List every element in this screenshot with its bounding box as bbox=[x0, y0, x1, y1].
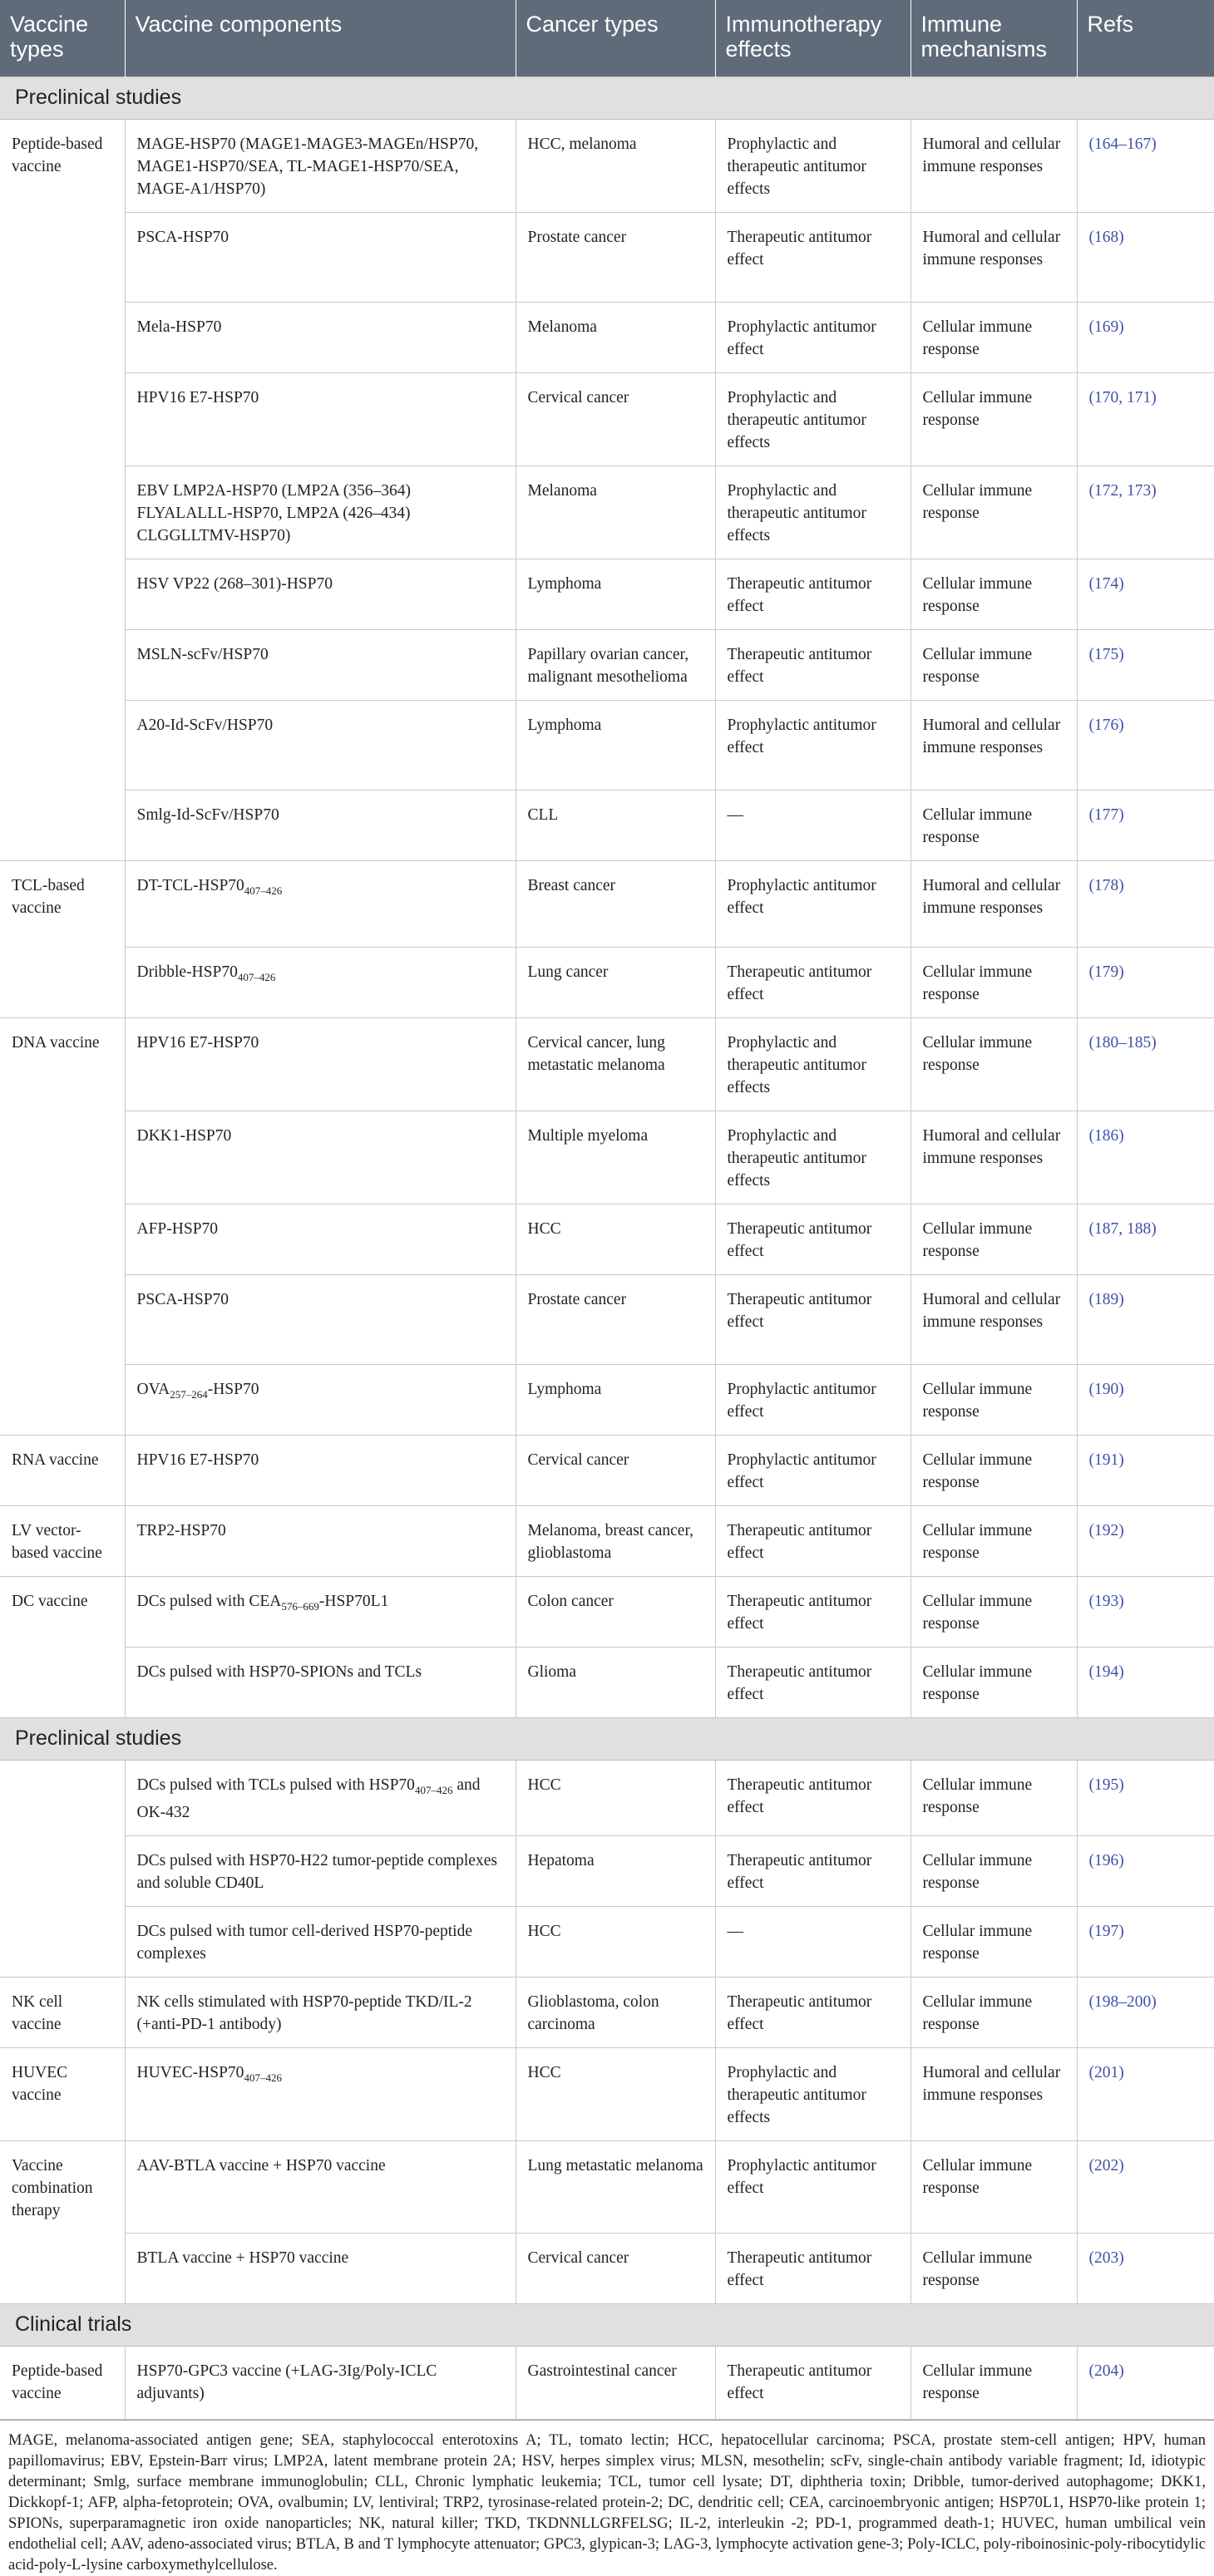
components-text: OVA bbox=[136, 1381, 170, 1398]
cell-refs bbox=[1077, 2347, 1214, 2420]
cell-refs bbox=[1077, 1577, 1214, 1648]
cell-immune-mechanisms: Cellular immune response bbox=[910, 948, 1077, 1018]
components-text: NK cells stimulated with HSP70-peptide TKD/IL-2 (+anti-PD-1 antibody) bbox=[136, 1992, 472, 2033]
cell-cancer-types: Lung metastatic melanoma bbox=[516, 2140, 715, 2234]
cell-vaccine-components bbox=[125, 120, 516, 213]
cell-immune-mechanisms: Cellular immune response bbox=[910, 303, 1077, 373]
components-text: EBV LMP2A-HSP70 (LMP2A (356–364) FLYALALLL-HSP70, LMP2A (426–434) CLGGLLTMV-HSP70) bbox=[136, 482, 412, 544]
cell-immune-mechanisms: Humoral and cellular immune responses bbox=[910, 213, 1077, 303]
cell-refs bbox=[1077, 1906, 1214, 1977]
cell-vaccine-components bbox=[125, 630, 516, 701]
cell-cancer-types: Glioma bbox=[516, 1648, 715, 1718]
ref-link[interactable]: (177) bbox=[1088, 806, 1124, 824]
cell-vaccine-type bbox=[0, 701, 125, 791]
cell-immune-mechanisms: Humoral and cellular immune responses bbox=[910, 1275, 1077, 1365]
cell-immune-mechanisms: Cellular immune response bbox=[910, 630, 1077, 701]
cell-immunotherapy-effects: Therapeutic antitumor effect bbox=[715, 948, 910, 1018]
cell-vaccine-type: DC vaccine bbox=[0, 1577, 125, 1648]
header-immune-mechanisms: Immune mechanisms bbox=[910, 0, 1077, 77]
cell-refs bbox=[1077, 2140, 1214, 2234]
components-text: AAV-BTLA vaccine + HSP70 vaccine bbox=[136, 2156, 386, 2175]
cell-vaccine-components bbox=[125, 1436, 516, 1506]
cell-vaccine-components bbox=[125, 701, 516, 791]
cell-immunotherapy-effects: Prophylactic antitumor effect bbox=[715, 1365, 910, 1436]
cell-cancer-types: CLL bbox=[516, 791, 715, 861]
components-subscript: 407–426 bbox=[237, 970, 276, 983]
cell-vaccine-type bbox=[0, 466, 125, 559]
ref-link[interactable]: (204) bbox=[1088, 2362, 1124, 2381]
cell-cancer-types: Cervical cancer, lung metastatic melanoma bbox=[516, 1018, 715, 1111]
cell-vaccine-type bbox=[0, 791, 125, 861]
cell-immunotherapy-effects: Therapeutic antitumor effect bbox=[715, 1761, 910, 1836]
header-vaccine-components: Vaccine components bbox=[125, 0, 516, 77]
ref-link[interactable]: (201) bbox=[1088, 2063, 1124, 2081]
ref-link[interactable]: (202) bbox=[1088, 2156, 1124, 2175]
cell-vaccine-type: HUVEC vaccine bbox=[0, 2047, 125, 2140]
cell-immune-mechanisms: Cellular immune response bbox=[910, 1577, 1077, 1648]
cell-immunotherapy-effects: Prophylactic and therapeutic antitumor effects bbox=[715, 2047, 910, 2140]
components-text: PSCA-HSP70 bbox=[136, 229, 229, 246]
ref-link[interactable]: (198–200) bbox=[1088, 1992, 1157, 2011]
cell-vaccine-type bbox=[0, 1275, 125, 1365]
cell-cancer-types: Lymphoma bbox=[516, 701, 715, 791]
cell-cancer-types: Cervical cancer bbox=[516, 1436, 715, 1506]
cell-refs bbox=[1077, 303, 1214, 373]
section-label: Clinical trials bbox=[0, 2304, 1214, 2347]
cell-immune-mechanisms: Humoral and cellular immune responses bbox=[910, 1111, 1077, 1204]
cell-vaccine-type: TCL-based vaccine bbox=[0, 861, 125, 948]
ref-link[interactable]: (175) bbox=[1088, 646, 1124, 663]
cell-immunotherapy-effects: Prophylactic antitumor effect bbox=[715, 701, 910, 791]
table-footnote: MAGE, melanoma-associated antigen gene; SEA, staphylococcal enterotoxins A; TL, tomato lectin; HCC, hepatocellular carcinoma; PSCA, prostate stem-cell antigen; HPV, human papillomavirus; EBV, Epstein-Barr virus; LMP2A, latent membrane protein 2A; HSV, herpes simplex virus; MLSN, mesothelin; scFv, single-chain antibody variable fragment; Id, idiotypic determinant; Smlg, surface membrane immunoglobulin; CLL, Chronic lymphatic leukemia; TCL, tumor cell lysate; DT, diphtheria toxin; Dribble, tumor-derived autophagome; DKK1, Dickkopf-1; AFP, alpha-fetoprotein; OVA, ovalbumin; LV, lentiviral; TRP2, tyrosinase-related protein-2; DC, dendritic cell; CEA, carcinoembryonic antigen; HSP70L1, HSP70-like protein 1; SPIONs, superparamagnetic iron oxide nanoparticles; NK, natural killer; TKD, TKDNNLLGRFELSG; IL-2, interleukin -2; PD-1, programmed death-1; HUVEC, human umbilical vein endothelial cell; AAV, adeno-associated virus; BTLA, B and T lymphocyte attenuator; GPC3, glypican-3; LAG-3, lymphocyte activation gene-3; Poly-ICLC, poly-riboinosinic-poly-ribocytidylic acid-poly-L-lysine carboxymethylcellulose. bbox=[0, 2420, 1214, 2576]
cell-immune-mechanisms: Cellular immune response bbox=[910, 1761, 1077, 1836]
cell-vaccine-type bbox=[0, 948, 125, 1018]
cell-cancer-types: Papillary ovarian cancer, malignant mesothelioma bbox=[516, 630, 715, 701]
cell-vaccine-components bbox=[125, 213, 516, 303]
cell-vaccine-components bbox=[125, 2140, 516, 2234]
table-row bbox=[0, 2047, 1214, 2140]
components-text: HPV16 E7-HSP70 bbox=[136, 1451, 259, 1469]
components-subscript: 407–426 bbox=[244, 884, 283, 897]
cell-vaccine-type: Peptide-based vaccine bbox=[0, 120, 125, 213]
cell-cancer-types: Multiple myeloma bbox=[516, 1111, 715, 1204]
ref-link[interactable]: (169) bbox=[1088, 318, 1124, 336]
cell-refs bbox=[1077, 1365, 1214, 1436]
components-text: DCs pulsed with HSP70-SPIONs and TCLs bbox=[136, 1663, 422, 1681]
cell-vaccine-type: Peptide-based vaccine bbox=[0, 2347, 125, 2420]
components-text: AFP-HSP70 bbox=[136, 1220, 219, 1238]
cell-refs bbox=[1077, 948, 1214, 1018]
cell-immunotherapy-effects: Prophylactic and therapeutic antitumor effects bbox=[715, 466, 910, 559]
cell-immunotherapy-effects: Therapeutic antitumor effect bbox=[715, 1204, 910, 1275]
cell-cancer-types: HCC, melanoma bbox=[516, 120, 715, 213]
section-row bbox=[0, 1718, 1214, 1761]
cell-cancer-types: Melanoma bbox=[516, 466, 715, 559]
cell-vaccine-components bbox=[125, 948, 516, 1018]
cell-vaccine-type bbox=[0, 1761, 125, 1836]
table-row bbox=[0, 1111, 1214, 1204]
cell-immune-mechanisms: Cellular immune response bbox=[910, 373, 1077, 466]
components-text: MAGE-HSP70 (MAGE1-MAGE3-MAGEn/HSP70, MAGE1-HSP70/SEA, TL-MAGE1-HSP70/SEA, MAGE-A1/HSP70) bbox=[136, 135, 479, 198]
cell-vaccine-type bbox=[0, 1204, 125, 1275]
components-subscript: 257–264 bbox=[170, 1387, 208, 1401]
components-text: DT-TCL-HSP70 bbox=[136, 877, 244, 894]
cell-cancer-types: Lung cancer bbox=[516, 948, 715, 1018]
table-row bbox=[0, 2140, 1214, 2234]
ref-link[interactable]: (203) bbox=[1088, 2249, 1124, 2268]
cell-refs bbox=[1077, 1018, 1214, 1111]
cell-cancer-types: Glioblastoma, colon carcinoma bbox=[516, 1977, 715, 2047]
components-text: BTLA vaccine + HSP70 vaccine bbox=[136, 2249, 349, 2268]
cell-vaccine-components bbox=[125, 1835, 516, 1906]
ref-link[interactable]: (172, 173) bbox=[1088, 482, 1157, 500]
table-row bbox=[0, 1275, 1214, 1365]
table-row bbox=[0, 2234, 1214, 2304]
components-text: DCs pulsed with CEA bbox=[136, 1593, 282, 1610]
ref-link[interactable]: (168) bbox=[1088, 229, 1124, 246]
section-label: Preclinical studies bbox=[0, 77, 1214, 120]
components-text: PSCA-HSP70 bbox=[136, 1291, 229, 1308]
components-text: A20-Id-ScFv/HSP70 bbox=[136, 717, 274, 734]
cell-immune-mechanisms: Cellular immune response bbox=[910, 2140, 1077, 2234]
cell-immunotherapy-effects: Therapeutic antitumor effect bbox=[715, 1506, 910, 1577]
cell-vaccine-type bbox=[0, 303, 125, 373]
components-suffix: -HSP70L1 bbox=[318, 1593, 389, 1610]
cell-vaccine-components bbox=[125, 303, 516, 373]
cell-vaccine-type bbox=[0, 2234, 125, 2304]
table-row bbox=[0, 373, 1214, 466]
cell-vaccine-components bbox=[125, 2047, 516, 2140]
cell-vaccine-type bbox=[0, 1365, 125, 1436]
cell-immune-mechanisms: Cellular immune response bbox=[910, 559, 1077, 630]
cell-immune-mechanisms: Cellular immune response bbox=[910, 1018, 1077, 1111]
header-vaccine-types: Vaccine types bbox=[0, 0, 125, 77]
cell-vaccine-components bbox=[125, 2234, 516, 2304]
cell-refs bbox=[1077, 1761, 1214, 1836]
cell-cancer-types: Gastrointestinal cancer bbox=[516, 2347, 715, 2420]
components-text: TRP2-HSP70 bbox=[136, 1522, 226, 1539]
cell-immunotherapy-effects: Prophylactic and therapeutic antitumor effects bbox=[715, 1018, 910, 1111]
cell-vaccine-type: Vaccine combination therapy bbox=[0, 2140, 125, 2234]
cell-immune-mechanisms: Cellular immune response bbox=[910, 1365, 1077, 1436]
table-row bbox=[0, 1506, 1214, 1577]
cell-cancer-types: Cervical cancer bbox=[516, 373, 715, 466]
cell-cancer-types: HCC bbox=[516, 1761, 715, 1836]
cell-immunotherapy-effects: Prophylactic antitumor effect bbox=[715, 1436, 910, 1506]
components-text: Mela-HSP70 bbox=[136, 318, 222, 336]
cell-immune-mechanisms: Cellular immune response bbox=[910, 791, 1077, 861]
components-text: HUVEC-HSP70 bbox=[136, 2063, 244, 2081]
cell-vaccine-components bbox=[125, 1275, 516, 1365]
table-row bbox=[0, 1648, 1214, 1718]
table-row bbox=[0, 861, 1214, 948]
cell-cancer-types: Melanoma bbox=[516, 303, 715, 373]
components-suffix: and OK-432 bbox=[136, 1776, 481, 1821]
table-body bbox=[0, 77, 1214, 2420]
table-row bbox=[0, 1204, 1214, 1275]
cell-immunotherapy-effects: Prophylactic antitumor effect bbox=[715, 303, 910, 373]
cell-immunotherapy-effects: Prophylactic antitumor effect bbox=[715, 861, 910, 948]
header-cancer-types: Cancer types bbox=[516, 0, 715, 77]
components-text: DCs pulsed with TCLs pulsed with HSP70 bbox=[136, 1776, 415, 1794]
table-row bbox=[0, 1436, 1214, 1506]
cell-cancer-types: Lymphoma bbox=[516, 559, 715, 630]
cell-refs bbox=[1077, 373, 1214, 466]
cell-refs bbox=[1077, 1506, 1214, 1577]
cell-immunotherapy-effects: Therapeutic antitumor effect bbox=[715, 559, 910, 630]
cell-vaccine-components bbox=[125, 1365, 516, 1436]
cell-refs bbox=[1077, 1275, 1214, 1365]
ref-link[interactable]: (179) bbox=[1088, 963, 1124, 981]
components-text: Dribble-HSP70 bbox=[136, 963, 238, 981]
cell-vaccine-type bbox=[0, 1835, 125, 1906]
cell-immunotherapy-effects: Prophylactic and therapeutic antitumor effects bbox=[715, 1111, 910, 1204]
header-refs: Refs bbox=[1077, 0, 1214, 77]
components-text: DKK1-HSP70 bbox=[136, 1127, 232, 1145]
cell-vaccine-type: RNA vaccine bbox=[0, 1436, 125, 1506]
cell-vaccine-type bbox=[0, 213, 125, 303]
components-subscript: 407–426 bbox=[414, 1783, 453, 1796]
cell-vaccine-components bbox=[125, 373, 516, 466]
cell-immune-mechanisms: Cellular immune response bbox=[910, 1436, 1077, 1506]
cell-vaccine-components bbox=[125, 1906, 516, 1977]
cell-vaccine-type: NK cell vaccine bbox=[0, 1977, 125, 2047]
cell-refs bbox=[1077, 2234, 1214, 2304]
cell-immunotherapy-effects: Therapeutic antitumor effect bbox=[715, 2234, 910, 2304]
cell-immunotherapy-effects: — bbox=[715, 791, 910, 861]
cell-vaccine-type bbox=[0, 373, 125, 466]
cell-immune-mechanisms: Cellular immune response bbox=[910, 1506, 1077, 1577]
cell-immunotherapy-effects: Prophylactic and therapeutic antitumor effects bbox=[715, 120, 910, 213]
cell-immunotherapy-effects: Therapeutic antitumor effect bbox=[715, 1835, 910, 1906]
cell-cancer-types: Prostate cancer bbox=[516, 213, 715, 303]
cell-immune-mechanisms: Cellular immune response bbox=[910, 1648, 1077, 1718]
ref-link[interactable]: (197) bbox=[1088, 1922, 1124, 1940]
table-row bbox=[0, 701, 1214, 791]
cell-vaccine-components bbox=[125, 466, 516, 559]
cell-vaccine-components bbox=[125, 1761, 516, 1836]
components-subscript: 407–426 bbox=[244, 2071, 282, 2084]
cell-vaccine-type bbox=[0, 1906, 125, 1977]
header-row bbox=[0, 0, 1214, 77]
cell-immunotherapy-effects: Prophylactic antitumor effect bbox=[715, 2140, 910, 2234]
cell-immunotherapy-effects: Therapeutic antitumor effect bbox=[715, 1577, 910, 1648]
cell-vaccine-components bbox=[125, 1204, 516, 1275]
cell-immunotherapy-effects: Therapeutic antitumor effect bbox=[715, 1648, 910, 1718]
cell-immune-mechanisms: Humoral and cellular immune responses bbox=[910, 701, 1077, 791]
cell-refs bbox=[1077, 213, 1214, 303]
cell-immune-mechanisms: Cellular immune response bbox=[910, 2347, 1077, 2420]
cell-refs bbox=[1077, 1835, 1214, 1906]
cell-immunotherapy-effects: Therapeutic antitumor effect bbox=[715, 1275, 910, 1365]
cell-vaccine-components bbox=[125, 1977, 516, 2047]
ref-link[interactable]: (164–167) bbox=[1088, 135, 1157, 153]
ref-link[interactable]: (195) bbox=[1088, 1776, 1124, 1794]
components-text: HPV16 E7-HSP70 bbox=[136, 389, 259, 406]
table-row bbox=[0, 559, 1214, 630]
cell-cancer-types: Lymphoma bbox=[516, 1365, 715, 1436]
ref-link[interactable]: (180–185) bbox=[1088, 1034, 1157, 1052]
cell-immune-mechanisms: Cellular immune response bbox=[910, 1977, 1077, 2047]
cell-vaccine-components bbox=[125, 1577, 516, 1648]
table-row bbox=[0, 466, 1214, 559]
components-text: DCs pulsed with HSP70-H22 tumor-peptide complexes and soluble CD40L bbox=[136, 1851, 497, 1892]
ref-link[interactable]: (193) bbox=[1088, 1593, 1124, 1610]
cell-immune-mechanisms: Humoral and cellular immune responses bbox=[910, 120, 1077, 213]
cell-cancer-types: Hepatoma bbox=[516, 1835, 715, 1906]
cell-vaccine-components bbox=[125, 559, 516, 630]
cell-refs bbox=[1077, 2047, 1214, 2140]
table-row bbox=[0, 791, 1214, 861]
cell-refs bbox=[1077, 1204, 1214, 1275]
cell-cancer-types: HCC bbox=[516, 1204, 715, 1275]
ref-link[interactable]: (190) bbox=[1088, 1381, 1124, 1398]
table-row bbox=[0, 2347, 1214, 2420]
cell-vaccine-type: DNA vaccine bbox=[0, 1018, 125, 1111]
cell-vaccine-components bbox=[125, 2347, 516, 2420]
table-row bbox=[0, 1577, 1214, 1648]
cell-cancer-types: HCC bbox=[516, 1906, 715, 1977]
ref-link[interactable]: (178) bbox=[1088, 877, 1124, 894]
cell-immunotherapy-effects: Therapeutic antitumor effect bbox=[715, 2347, 910, 2420]
cell-immunotherapy-effects: — bbox=[715, 1906, 910, 1977]
cell-cancer-types: HCC bbox=[516, 2047, 715, 2140]
table-row bbox=[0, 120, 1214, 213]
components-text: HSV VP22 (268–301)-HSP70 bbox=[136, 575, 333, 593]
cell-cancer-types: Prostate cancer bbox=[516, 1275, 715, 1365]
table-row bbox=[0, 1977, 1214, 2047]
components-subscript: 576–669 bbox=[281, 1599, 319, 1613]
ref-link[interactable]: (170, 171) bbox=[1088, 389, 1157, 406]
ref-link[interactable]: (192) bbox=[1088, 1522, 1124, 1539]
cell-refs bbox=[1077, 630, 1214, 701]
cell-vaccine-components bbox=[125, 1648, 516, 1718]
cell-refs bbox=[1077, 1977, 1214, 2047]
ref-link[interactable]: (187, 188) bbox=[1088, 1220, 1157, 1238]
cell-cancer-types: Melanoma, breast cancer, glioblastoma bbox=[516, 1506, 715, 1577]
cell-refs bbox=[1077, 559, 1214, 630]
ref-link[interactable]: (176) bbox=[1088, 717, 1124, 734]
cell-immunotherapy-effects: Therapeutic antitumor effect bbox=[715, 1977, 910, 2047]
table-row bbox=[0, 303, 1214, 373]
ref-link[interactable]: (194) bbox=[1088, 1663, 1124, 1681]
cell-refs bbox=[1077, 1436, 1214, 1506]
components-text: HSP70-GPC3 vaccine (+LAG-3Ig/Poly-ICLC adjuvants) bbox=[136, 2362, 437, 2403]
components-suffix: -HSP70 bbox=[207, 1381, 259, 1398]
ref-link[interactable]: (191) bbox=[1088, 1451, 1124, 1469]
components-text: DCs pulsed with tumor cell-derived HSP70-peptide complexes bbox=[136, 1922, 472, 1963]
cell-refs bbox=[1077, 466, 1214, 559]
table-row bbox=[0, 1906, 1214, 1977]
cell-immune-mechanisms: Humoral and cellular immune responses bbox=[910, 2047, 1077, 2140]
cell-vaccine-type bbox=[0, 1648, 125, 1718]
table-row bbox=[0, 1365, 1214, 1436]
cell-vaccine-components bbox=[125, 1018, 516, 1111]
cell-immune-mechanisms: Cellular immune response bbox=[910, 1204, 1077, 1275]
cell-vaccine-components bbox=[125, 1111, 516, 1204]
header-immunotherapy-effects: Immunotherapy effects bbox=[715, 0, 910, 77]
cell-vaccine-type: LV vector-based vaccine bbox=[0, 1506, 125, 1577]
table-row bbox=[0, 948, 1214, 1018]
ref-link[interactable]: (186) bbox=[1088, 1127, 1124, 1145]
components-text: HPV16 E7-HSP70 bbox=[136, 1034, 259, 1052]
cell-vaccine-components bbox=[125, 1506, 516, 1577]
cell-refs bbox=[1077, 701, 1214, 791]
cell-cancer-types: Breast cancer bbox=[516, 861, 715, 948]
ref-link[interactable]: (174) bbox=[1088, 575, 1124, 593]
cell-immune-mechanisms: Cellular immune response bbox=[910, 1906, 1077, 1977]
cell-refs bbox=[1077, 1648, 1214, 1718]
cell-immunotherapy-effects: Prophylactic and therapeutic antitumor effects bbox=[715, 373, 910, 466]
cell-vaccine-type bbox=[0, 630, 125, 701]
cell-immunotherapy-effects: Therapeutic antitumor effect bbox=[715, 213, 910, 303]
section-label: Preclinical studies bbox=[0, 1718, 1214, 1761]
cell-immune-mechanisms: Cellular immune response bbox=[910, 1835, 1077, 1906]
cell-refs bbox=[1077, 791, 1214, 861]
cell-cancer-types: Colon cancer bbox=[516, 1577, 715, 1648]
cell-refs bbox=[1077, 861, 1214, 948]
cell-immune-mechanisms: Cellular immune response bbox=[910, 2234, 1077, 2304]
cell-vaccine-type bbox=[0, 559, 125, 630]
cell-immunotherapy-effects: Therapeutic antitumor effect bbox=[715, 630, 910, 701]
cell-vaccine-components bbox=[125, 791, 516, 861]
components-text: Smlg-Id-ScFv/HSP70 bbox=[136, 806, 279, 824]
cell-cancer-types: Cervical cancer bbox=[516, 2234, 715, 2304]
table-row bbox=[0, 630, 1214, 701]
ref-link[interactable]: (189) bbox=[1088, 1291, 1124, 1308]
cell-immune-mechanisms: Humoral and cellular immune responses bbox=[910, 861, 1077, 948]
cell-vaccine-components bbox=[125, 861, 516, 948]
cell-refs bbox=[1077, 120, 1214, 213]
table-row bbox=[0, 1018, 1214, 1111]
table-row bbox=[0, 1835, 1214, 1906]
table-row bbox=[0, 1761, 1214, 1836]
section-row bbox=[0, 77, 1214, 120]
cell-immune-mechanisms: Cellular immune response bbox=[910, 466, 1077, 559]
components-text: MSLN-scFv/HSP70 bbox=[136, 646, 269, 663]
cell-vaccine-type bbox=[0, 1111, 125, 1204]
cell-refs bbox=[1077, 1111, 1214, 1204]
table-row bbox=[0, 213, 1214, 303]
section-row bbox=[0, 2304, 1214, 2347]
ref-link[interactable]: (196) bbox=[1088, 1851, 1124, 1869]
